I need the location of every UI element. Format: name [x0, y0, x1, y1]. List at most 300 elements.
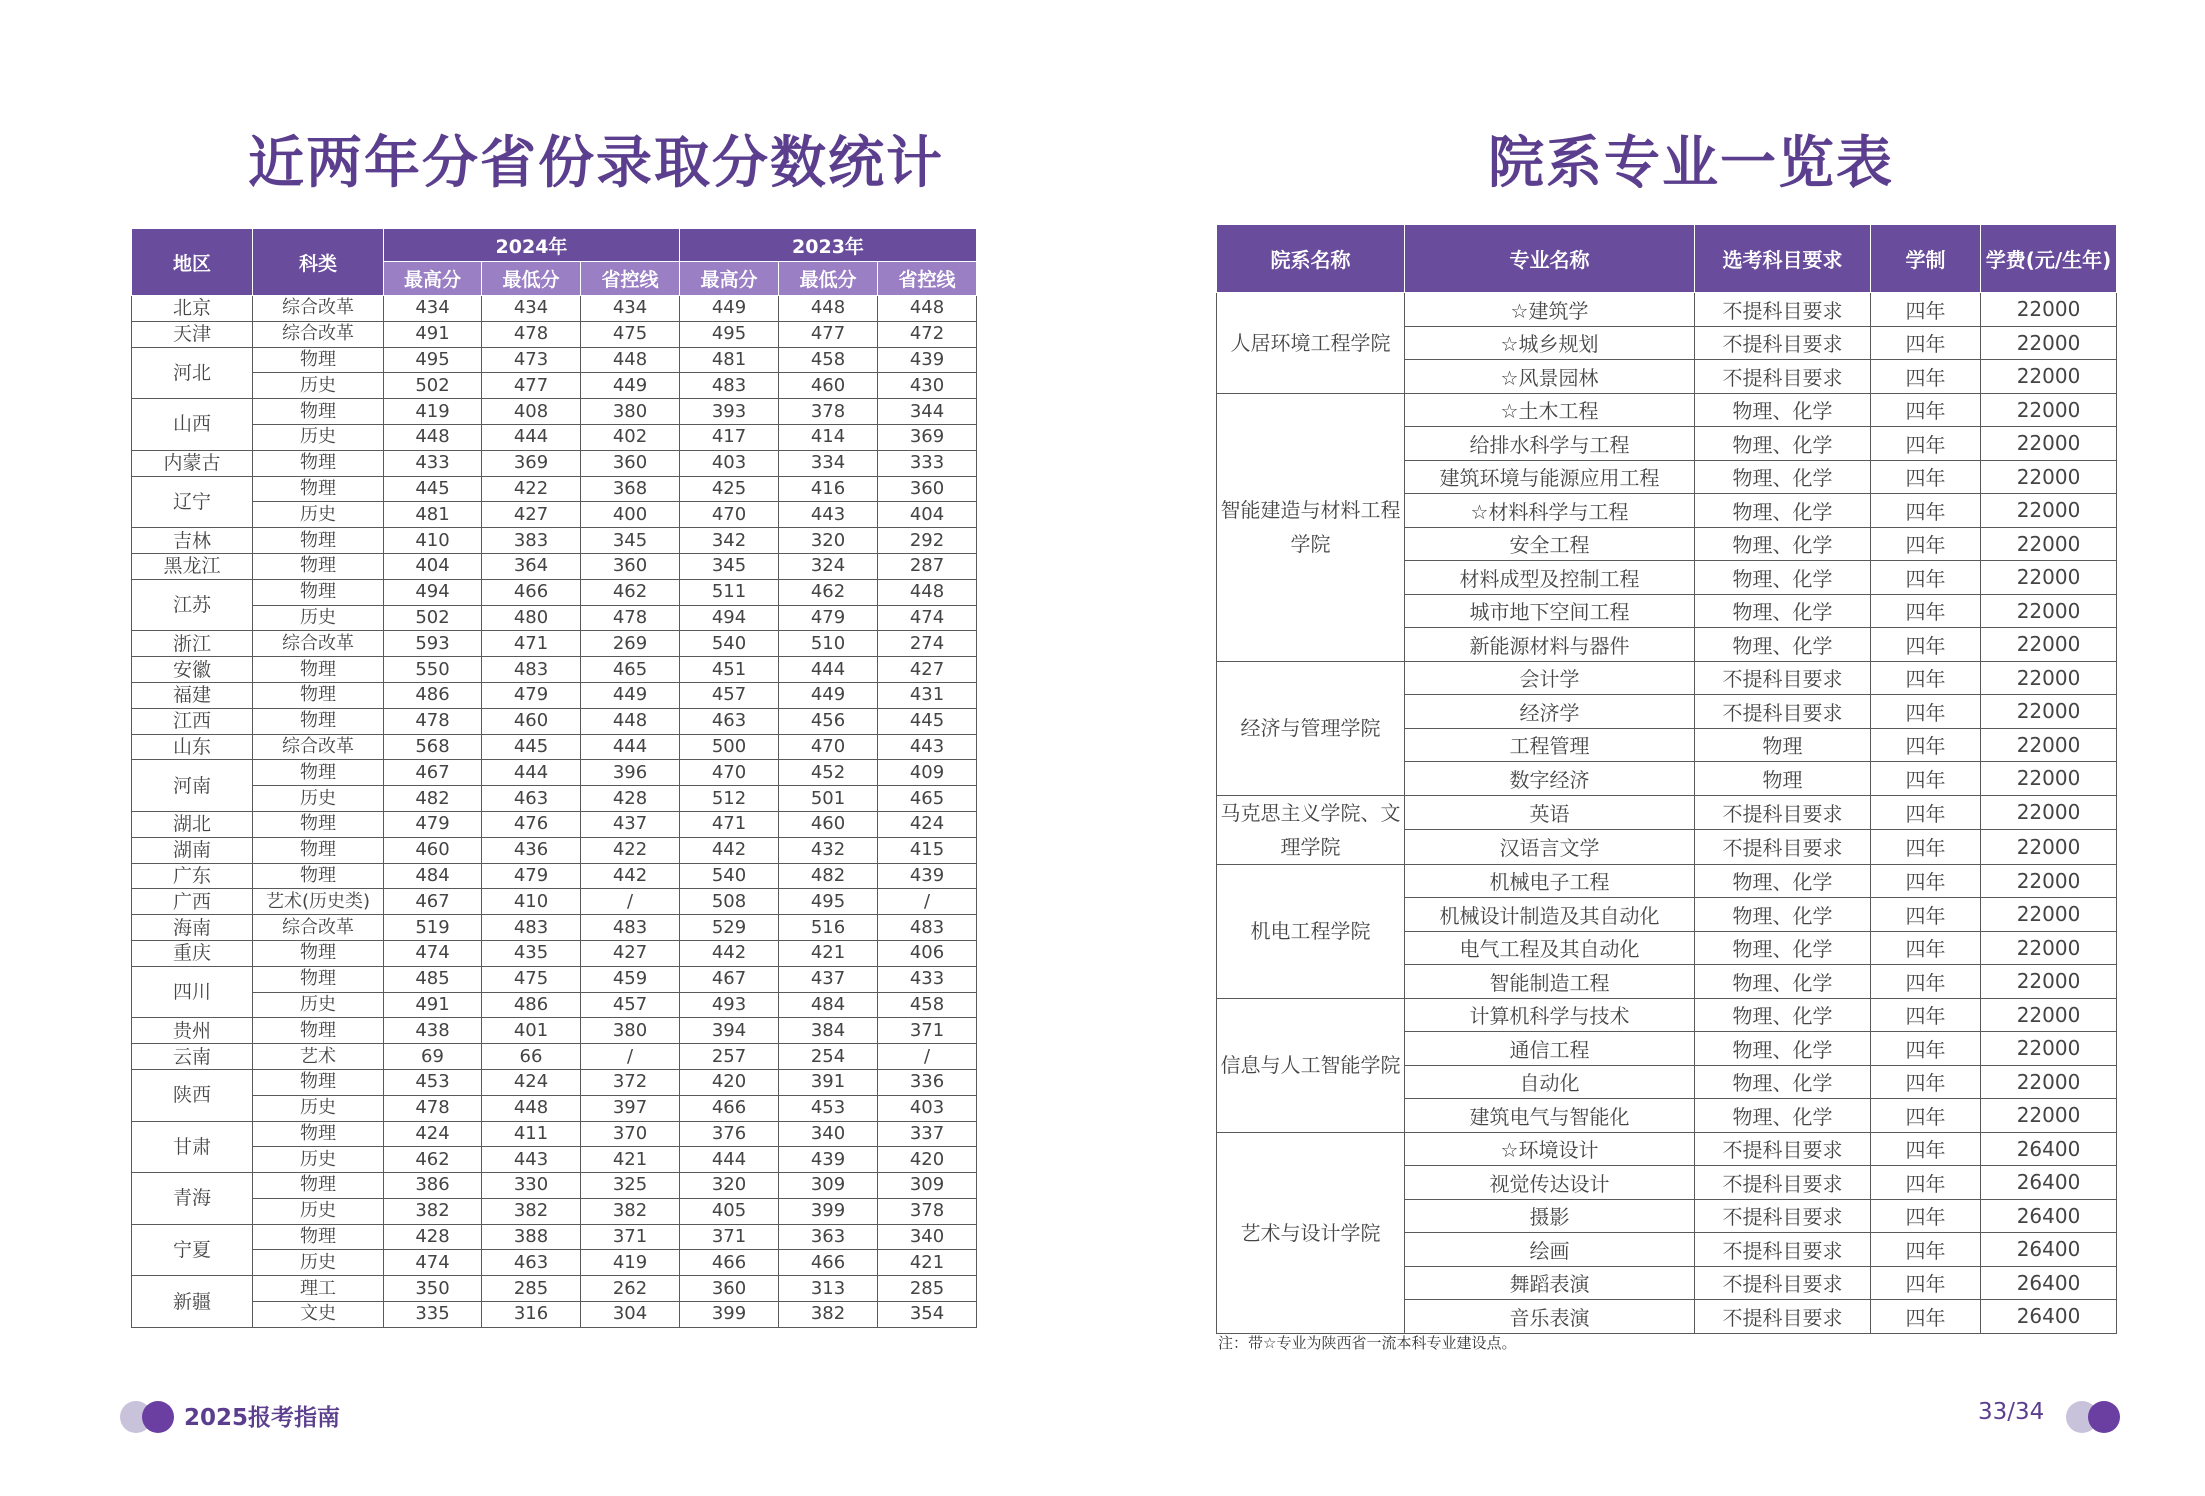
- subject-requirement-cell: 物理、化学: [1695, 1099, 1871, 1133]
- score-cell: 411: [482, 1121, 581, 1147]
- table-row: [132, 1018, 977, 1044]
- region-cell: 浙江: [132, 631, 253, 657]
- category-cell: 综合改革: [253, 296, 384, 322]
- major-name-cell: 摄影: [1405, 1199, 1695, 1233]
- major-name-cell: ☆城乡规划: [1405, 326, 1695, 360]
- major-name-cell: 音乐表演: [1405, 1300, 1695, 1334]
- score-cell: 516: [779, 915, 878, 941]
- subject-requirement-cell: 不提科目要求: [1695, 1300, 1871, 1334]
- region-cell: 湖南: [132, 837, 253, 863]
- college-cell: 马克思主义学院、文理学院: [1217, 795, 1405, 864]
- score-cell: 512: [680, 786, 779, 812]
- score-cell: 391: [779, 1069, 878, 1095]
- subject-requirement-cell: 物理: [1695, 762, 1871, 796]
- score-cell: 335: [384, 1302, 482, 1328]
- score-cell: 382: [482, 1198, 581, 1224]
- score-cell: 403: [878, 1095, 977, 1121]
- score-cell: 431: [878, 682, 977, 708]
- score-cell: 417: [680, 424, 779, 450]
- region-cell: 贵州: [132, 1018, 253, 1044]
- college-cell: 经济与管理学院: [1217, 661, 1405, 795]
- score-cell: 66: [482, 1044, 581, 1070]
- score-cell: 380: [581, 1018, 680, 1044]
- major-name-cell: 安全工程: [1405, 527, 1695, 561]
- score-cell: 421: [779, 940, 878, 966]
- score-cell: 465: [878, 786, 977, 812]
- score-cell: 494: [680, 605, 779, 631]
- score-cell: 475: [482, 966, 581, 992]
- score-cell: 378: [779, 399, 878, 425]
- duration-cell: 四年: [1871, 1032, 1981, 1066]
- tuition-cell: 22000: [1981, 393, 2117, 427]
- score-cell: 388: [482, 1224, 581, 1250]
- duration-cell: 四年: [1871, 561, 1981, 595]
- tuition-cell: 26400: [1981, 1300, 2117, 1334]
- score-cell: 382: [384, 1198, 482, 1224]
- category-cell: 物理: [253, 760, 384, 786]
- table-row: [132, 399, 977, 425]
- score-cell: 320: [779, 528, 878, 554]
- subject-requirement-cell: 物理、化学: [1695, 1065, 1871, 1099]
- category-cell: 物理: [253, 657, 384, 683]
- score-cell: 443: [482, 1147, 581, 1173]
- header-year-2024: 2024年: [384, 229, 680, 262]
- score-cell: 470: [680, 760, 779, 786]
- category-cell: 艺术(历史类): [253, 889, 384, 915]
- table-row: [132, 347, 977, 373]
- subject-requirement-cell: 不提科目要求: [1695, 661, 1871, 695]
- score-cell: 502: [384, 373, 482, 399]
- table-row: [132, 605, 977, 631]
- score-cell: 484: [384, 863, 482, 889]
- score-cell: 443: [779, 502, 878, 528]
- tuition-cell: 22000: [1981, 931, 2117, 965]
- subject-requirement-cell: 不提科目要求: [1695, 695, 1871, 729]
- score-cell: 274: [878, 631, 977, 657]
- score-cell: 427: [581, 940, 680, 966]
- header-category: 科类: [253, 229, 384, 296]
- score-cell: 443: [878, 734, 977, 760]
- score-cell: 471: [482, 631, 581, 657]
- table-row: [132, 373, 977, 399]
- score-cell: 448: [482, 1095, 581, 1121]
- score-cell: 486: [482, 992, 581, 1018]
- major-name-cell: 经济学: [1405, 695, 1695, 729]
- table-row: [1217, 293, 2117, 327]
- score-cell: 344: [878, 399, 977, 425]
- score-cell: 460: [779, 811, 878, 837]
- region-cell: 新疆: [132, 1276, 253, 1328]
- major-name-cell: 视觉传达设计: [1405, 1166, 1695, 1200]
- tuition-cell: 22000: [1981, 864, 2117, 898]
- region-cell: 陕西: [132, 1069, 253, 1121]
- table-row: [132, 915, 977, 941]
- score-cell: 316: [482, 1302, 581, 1328]
- table-row: [132, 1198, 977, 1224]
- score-cell: 427: [482, 502, 581, 528]
- score-cell: 364: [482, 553, 581, 579]
- duration-cell: 四年: [1871, 661, 1981, 695]
- score-cell: 484: [779, 992, 878, 1018]
- score-cell: 448: [581, 347, 680, 373]
- score-cell: 424: [878, 811, 977, 837]
- subject-requirement-cell: 物理、化学: [1695, 460, 1871, 494]
- score-cell: 452: [779, 760, 878, 786]
- score-cell: 269: [581, 631, 680, 657]
- region-cell: 北京: [132, 296, 253, 322]
- score-cell: 500: [680, 734, 779, 760]
- duration-cell: 四年: [1871, 494, 1981, 528]
- score-cell: 371: [878, 1018, 977, 1044]
- category-cell: 物理: [253, 966, 384, 992]
- score-cell: 287: [878, 553, 977, 579]
- score-cell: 495: [779, 889, 878, 915]
- major-name-cell: 电气工程及其自动化: [1405, 931, 1695, 965]
- score-cell: 360: [581, 553, 680, 579]
- score-cell: 432: [779, 837, 878, 863]
- major-table-body: [1217, 293, 2117, 1334]
- table-row: [132, 992, 977, 1018]
- score-cell: 285: [482, 1276, 581, 1302]
- score-cell: 363: [779, 1224, 878, 1250]
- subject-requirement-cell: 物理、化学: [1695, 898, 1871, 932]
- score-cell: 403: [680, 450, 779, 476]
- region-cell: 内蒙古: [132, 450, 253, 476]
- table-row: [132, 1173, 977, 1199]
- score-cell: /: [581, 1044, 680, 1070]
- score-cell: 397: [581, 1095, 680, 1121]
- subject-requirement-cell: 不提科目要求: [1695, 326, 1871, 360]
- category-cell: 理工: [253, 1276, 384, 1302]
- score-cell: 445: [878, 708, 977, 734]
- page-title-right: 院系专业一览表: [1488, 131, 1894, 196]
- major-name-cell: ☆环境设计: [1405, 1132, 1695, 1166]
- region-cell: 宁夏: [132, 1224, 253, 1276]
- score-cell: 383: [482, 528, 581, 554]
- score-cell: 354: [878, 1302, 977, 1328]
- table-row: [132, 1121, 977, 1147]
- region-cell: 江西: [132, 708, 253, 734]
- score-cell: 477: [482, 373, 581, 399]
- major-name-cell: 机械电子工程: [1405, 864, 1695, 898]
- major-name-cell: 材料成型及控制工程: [1405, 561, 1695, 595]
- table-row: [1217, 864, 2117, 898]
- duration-cell: 四年: [1871, 427, 1981, 461]
- score-cell: 460: [482, 708, 581, 734]
- score-cell: 337: [878, 1121, 977, 1147]
- score-cell: 434: [384, 296, 482, 322]
- tuition-cell: 22000: [1981, 326, 2117, 360]
- score-cell: 459: [581, 966, 680, 992]
- score-cell: 467: [384, 760, 482, 786]
- score-cell: 462: [779, 579, 878, 605]
- score-cell: 483: [482, 657, 581, 683]
- table-row: [132, 682, 977, 708]
- table-row: [132, 502, 977, 528]
- score-cell: 493: [680, 992, 779, 1018]
- score-cell: 479: [482, 682, 581, 708]
- score-cell: 479: [384, 811, 482, 837]
- subject-requirement-cell: 物理、化学: [1695, 527, 1871, 561]
- tuition-cell: 26400: [1981, 1199, 2117, 1233]
- category-cell: 综合改革: [253, 631, 384, 657]
- score-cell: 400: [581, 502, 680, 528]
- score-cell: 434: [482, 296, 581, 322]
- header-max-2023: 最高分: [680, 262, 779, 296]
- subject-requirement-cell: 物理、化学: [1695, 494, 1871, 528]
- score-cell: 477: [779, 321, 878, 347]
- page-number: 33/34: [1978, 1399, 2045, 1425]
- score-cell: 285: [878, 1276, 977, 1302]
- duration-cell: 四年: [1871, 1199, 1981, 1233]
- score-cell: 449: [779, 682, 878, 708]
- major-name-cell: 会计学: [1405, 661, 1695, 695]
- score-cell: 435: [482, 940, 581, 966]
- score-cell: 482: [384, 786, 482, 812]
- tuition-cell: 22000: [1981, 427, 2117, 461]
- score-cell: 465: [581, 657, 680, 683]
- tuition-cell: 26400: [1981, 1166, 2117, 1200]
- score-cell: 494: [384, 579, 482, 605]
- major-name-cell: 英语: [1405, 795, 1695, 830]
- major-name-cell: 建筑环境与能源应用工程: [1405, 460, 1695, 494]
- tuition-cell: 22000: [1981, 494, 2117, 528]
- score-cell: 433: [384, 450, 482, 476]
- region-cell: 云南: [132, 1044, 253, 1070]
- subject-requirement-cell: 不提科目要求: [1695, 1166, 1871, 1200]
- table-row: [132, 450, 977, 476]
- score-cell: 511: [680, 579, 779, 605]
- score-cell: 456: [779, 708, 878, 734]
- category-cell: 历史: [253, 1095, 384, 1121]
- tuition-cell: 22000: [1981, 898, 2117, 932]
- region-cell: 重庆: [132, 940, 253, 966]
- subject-requirement-cell: 物理、化学: [1695, 628, 1871, 662]
- table-row: [132, 424, 977, 450]
- college-cell: 机电工程学院: [1217, 864, 1405, 998]
- table-row: [1217, 1132, 2117, 1166]
- score-cell: 371: [581, 1224, 680, 1250]
- tuition-cell: 22000: [1981, 762, 2117, 796]
- score-cell: 550: [384, 657, 482, 683]
- score-cell: 437: [779, 966, 878, 992]
- score-cell: 69: [384, 1044, 482, 1070]
- score-cell: 463: [482, 1250, 581, 1276]
- header-year-2023: 2023年: [680, 229, 977, 262]
- score-cell: 421: [878, 1250, 977, 1276]
- score-cell: 324: [779, 553, 878, 579]
- score-cell: 458: [779, 347, 878, 373]
- score-cell: 478: [384, 708, 482, 734]
- region-cell: 黑龙江: [132, 553, 253, 579]
- score-cell: 406: [878, 940, 977, 966]
- region-cell: 湖北: [132, 811, 253, 837]
- score-cell: 405: [680, 1198, 779, 1224]
- score-cell: 313: [779, 1276, 878, 1302]
- score-cell: /: [878, 1044, 977, 1070]
- score-cell: 495: [384, 347, 482, 373]
- score-cell: 449: [680, 296, 779, 322]
- category-cell: 综合改革: [253, 734, 384, 760]
- category-cell: 历史: [253, 1147, 384, 1173]
- score-cell: /: [581, 889, 680, 915]
- table-row: [1217, 998, 2117, 1032]
- college-cell: 艺术与设计学院: [1217, 1132, 1405, 1333]
- score-cell: 568: [384, 734, 482, 760]
- region-cell: 广东: [132, 863, 253, 889]
- score-cell: 448: [878, 579, 977, 605]
- region-cell: 甘肃: [132, 1121, 253, 1173]
- table-row: [132, 940, 977, 966]
- score-cell: 254: [779, 1044, 878, 1070]
- college-cell: 智能建造与材料工程学院: [1217, 393, 1405, 661]
- major-list-table: [1216, 224, 2117, 1334]
- score-cell: 419: [581, 1250, 680, 1276]
- table-row: [132, 579, 977, 605]
- category-cell: 物理: [253, 1224, 384, 1250]
- tuition-cell: 22000: [1981, 728, 2117, 762]
- score-cell: 404: [384, 553, 482, 579]
- score-cell: 540: [680, 863, 779, 889]
- duration-cell: 四年: [1871, 998, 1981, 1032]
- major-name-cell: 智能制造工程: [1405, 965, 1695, 999]
- score-cell: 483: [878, 915, 977, 941]
- header-max-2024: 最高分: [384, 262, 482, 296]
- score-cell: 372: [581, 1069, 680, 1095]
- score-cell: 369: [878, 424, 977, 450]
- score-cell: 479: [779, 605, 878, 631]
- score-cell: 444: [482, 760, 581, 786]
- table-row: [132, 553, 977, 579]
- score-cell: 476: [482, 811, 581, 837]
- score-cell: 445: [482, 734, 581, 760]
- tuition-cell: 26400: [1981, 1233, 2117, 1267]
- region-cell: 河南: [132, 760, 253, 812]
- score-cell: 382: [779, 1302, 878, 1328]
- duration-cell: 四年: [1871, 628, 1981, 662]
- score-cell: 448: [779, 296, 878, 322]
- score-cell: 448: [384, 424, 482, 450]
- score-cell: 415: [878, 837, 977, 863]
- score-cell: 422: [581, 837, 680, 863]
- score-cell: 333: [878, 450, 977, 476]
- score-cell: 475: [581, 321, 680, 347]
- category-cell: 综合改革: [253, 915, 384, 941]
- score-cell: 437: [581, 811, 680, 837]
- duration-cell: 四年: [1871, 762, 1981, 796]
- score-cell: 414: [779, 424, 878, 450]
- score-cell: 460: [779, 373, 878, 399]
- subject-requirement-cell: 不提科目要求: [1695, 360, 1871, 394]
- score-cell: 453: [779, 1095, 878, 1121]
- category-cell: 物理: [253, 682, 384, 708]
- header-min-2023: 最低分: [779, 262, 878, 296]
- score-cell: 442: [581, 863, 680, 889]
- category-cell: 文史: [253, 1302, 384, 1328]
- table-row: [132, 528, 977, 554]
- category-cell: 历史: [253, 502, 384, 528]
- score-cell: 462: [384, 1147, 482, 1173]
- score-cell: 449: [581, 682, 680, 708]
- region-cell: 山西: [132, 399, 253, 451]
- score-cell: 334: [779, 450, 878, 476]
- header-college: 院系名称: [1217, 225, 1405, 293]
- duration-cell: 四年: [1871, 293, 1981, 327]
- score-cell: 486: [384, 682, 482, 708]
- region-cell: 辽宁: [132, 476, 253, 528]
- tuition-cell: 22000: [1981, 795, 2117, 830]
- tuition-cell: 22000: [1981, 1032, 2117, 1066]
- score-cell: 470: [680, 502, 779, 528]
- college-cell: 信息与人工智能学院: [1217, 998, 1405, 1132]
- score-cell: 483: [581, 915, 680, 941]
- score-cell: 485: [384, 966, 482, 992]
- table-row: [132, 631, 977, 657]
- footnote: 注：带☆专业为陕西省一流本科专业建设点。: [1218, 1334, 1517, 1352]
- score-cell: 408: [482, 399, 581, 425]
- page-title-left: 近两年分省份录取分数统计: [248, 131, 944, 196]
- region-cell: 海南: [132, 915, 253, 941]
- score-cell: 439: [878, 863, 977, 889]
- score-cell: 438: [384, 1018, 482, 1044]
- subject-requirement-cell: 不提科目要求: [1695, 795, 1871, 830]
- category-cell: 物理: [253, 837, 384, 863]
- score-cell: 519: [384, 915, 482, 941]
- subject-requirement-cell: 不提科目要求: [1695, 1266, 1871, 1300]
- score-cell: 428: [581, 786, 680, 812]
- category-cell: 历史: [253, 605, 384, 631]
- category-cell: 艺术: [253, 1044, 384, 1070]
- score-cell: 430: [878, 373, 977, 399]
- score-cell: 444: [779, 657, 878, 683]
- header-control-2023: 省控线: [878, 262, 977, 296]
- score-cell: 449: [581, 373, 680, 399]
- subject-requirement-cell: 不提科目要求: [1695, 1132, 1871, 1166]
- score-cell: 444: [581, 734, 680, 760]
- major-name-cell: 数字经济: [1405, 762, 1695, 796]
- duration-cell: 四年: [1871, 1166, 1981, 1200]
- region-cell: 天津: [132, 321, 253, 347]
- category-cell: 物理: [253, 399, 384, 425]
- score-cell: 425: [680, 476, 779, 502]
- score-cell: 420: [680, 1069, 779, 1095]
- major-name-cell: 舞蹈表演: [1405, 1266, 1695, 1300]
- score-cell: 360: [878, 476, 977, 502]
- tuition-cell: 22000: [1981, 965, 2117, 999]
- duration-cell: 四年: [1871, 864, 1981, 898]
- score-cell: 466: [680, 1095, 779, 1121]
- table-row: [132, 1095, 977, 1121]
- tuition-cell: 22000: [1981, 1099, 2117, 1133]
- score-cell: 371: [680, 1224, 779, 1250]
- tuition-cell: 22000: [1981, 998, 2117, 1032]
- subject-requirement-cell: 不提科目要求: [1695, 1199, 1871, 1233]
- category-cell: 物理: [253, 347, 384, 373]
- score-cell: 453: [384, 1069, 482, 1095]
- table-row: [132, 811, 977, 837]
- score-table-body: [132, 296, 977, 1328]
- table-row: [1217, 661, 2117, 695]
- region-cell: 江苏: [132, 579, 253, 631]
- tuition-cell: 22000: [1981, 293, 2117, 327]
- score-cell: 420: [878, 1147, 977, 1173]
- region-cell: 吉林: [132, 528, 253, 554]
- major-name-cell: 计算机科学与技术: [1405, 998, 1695, 1032]
- region-cell: 青海: [132, 1173, 253, 1225]
- category-cell: 历史: [253, 992, 384, 1018]
- tuition-cell: 26400: [1981, 1132, 2117, 1166]
- score-cell: 386: [384, 1173, 482, 1199]
